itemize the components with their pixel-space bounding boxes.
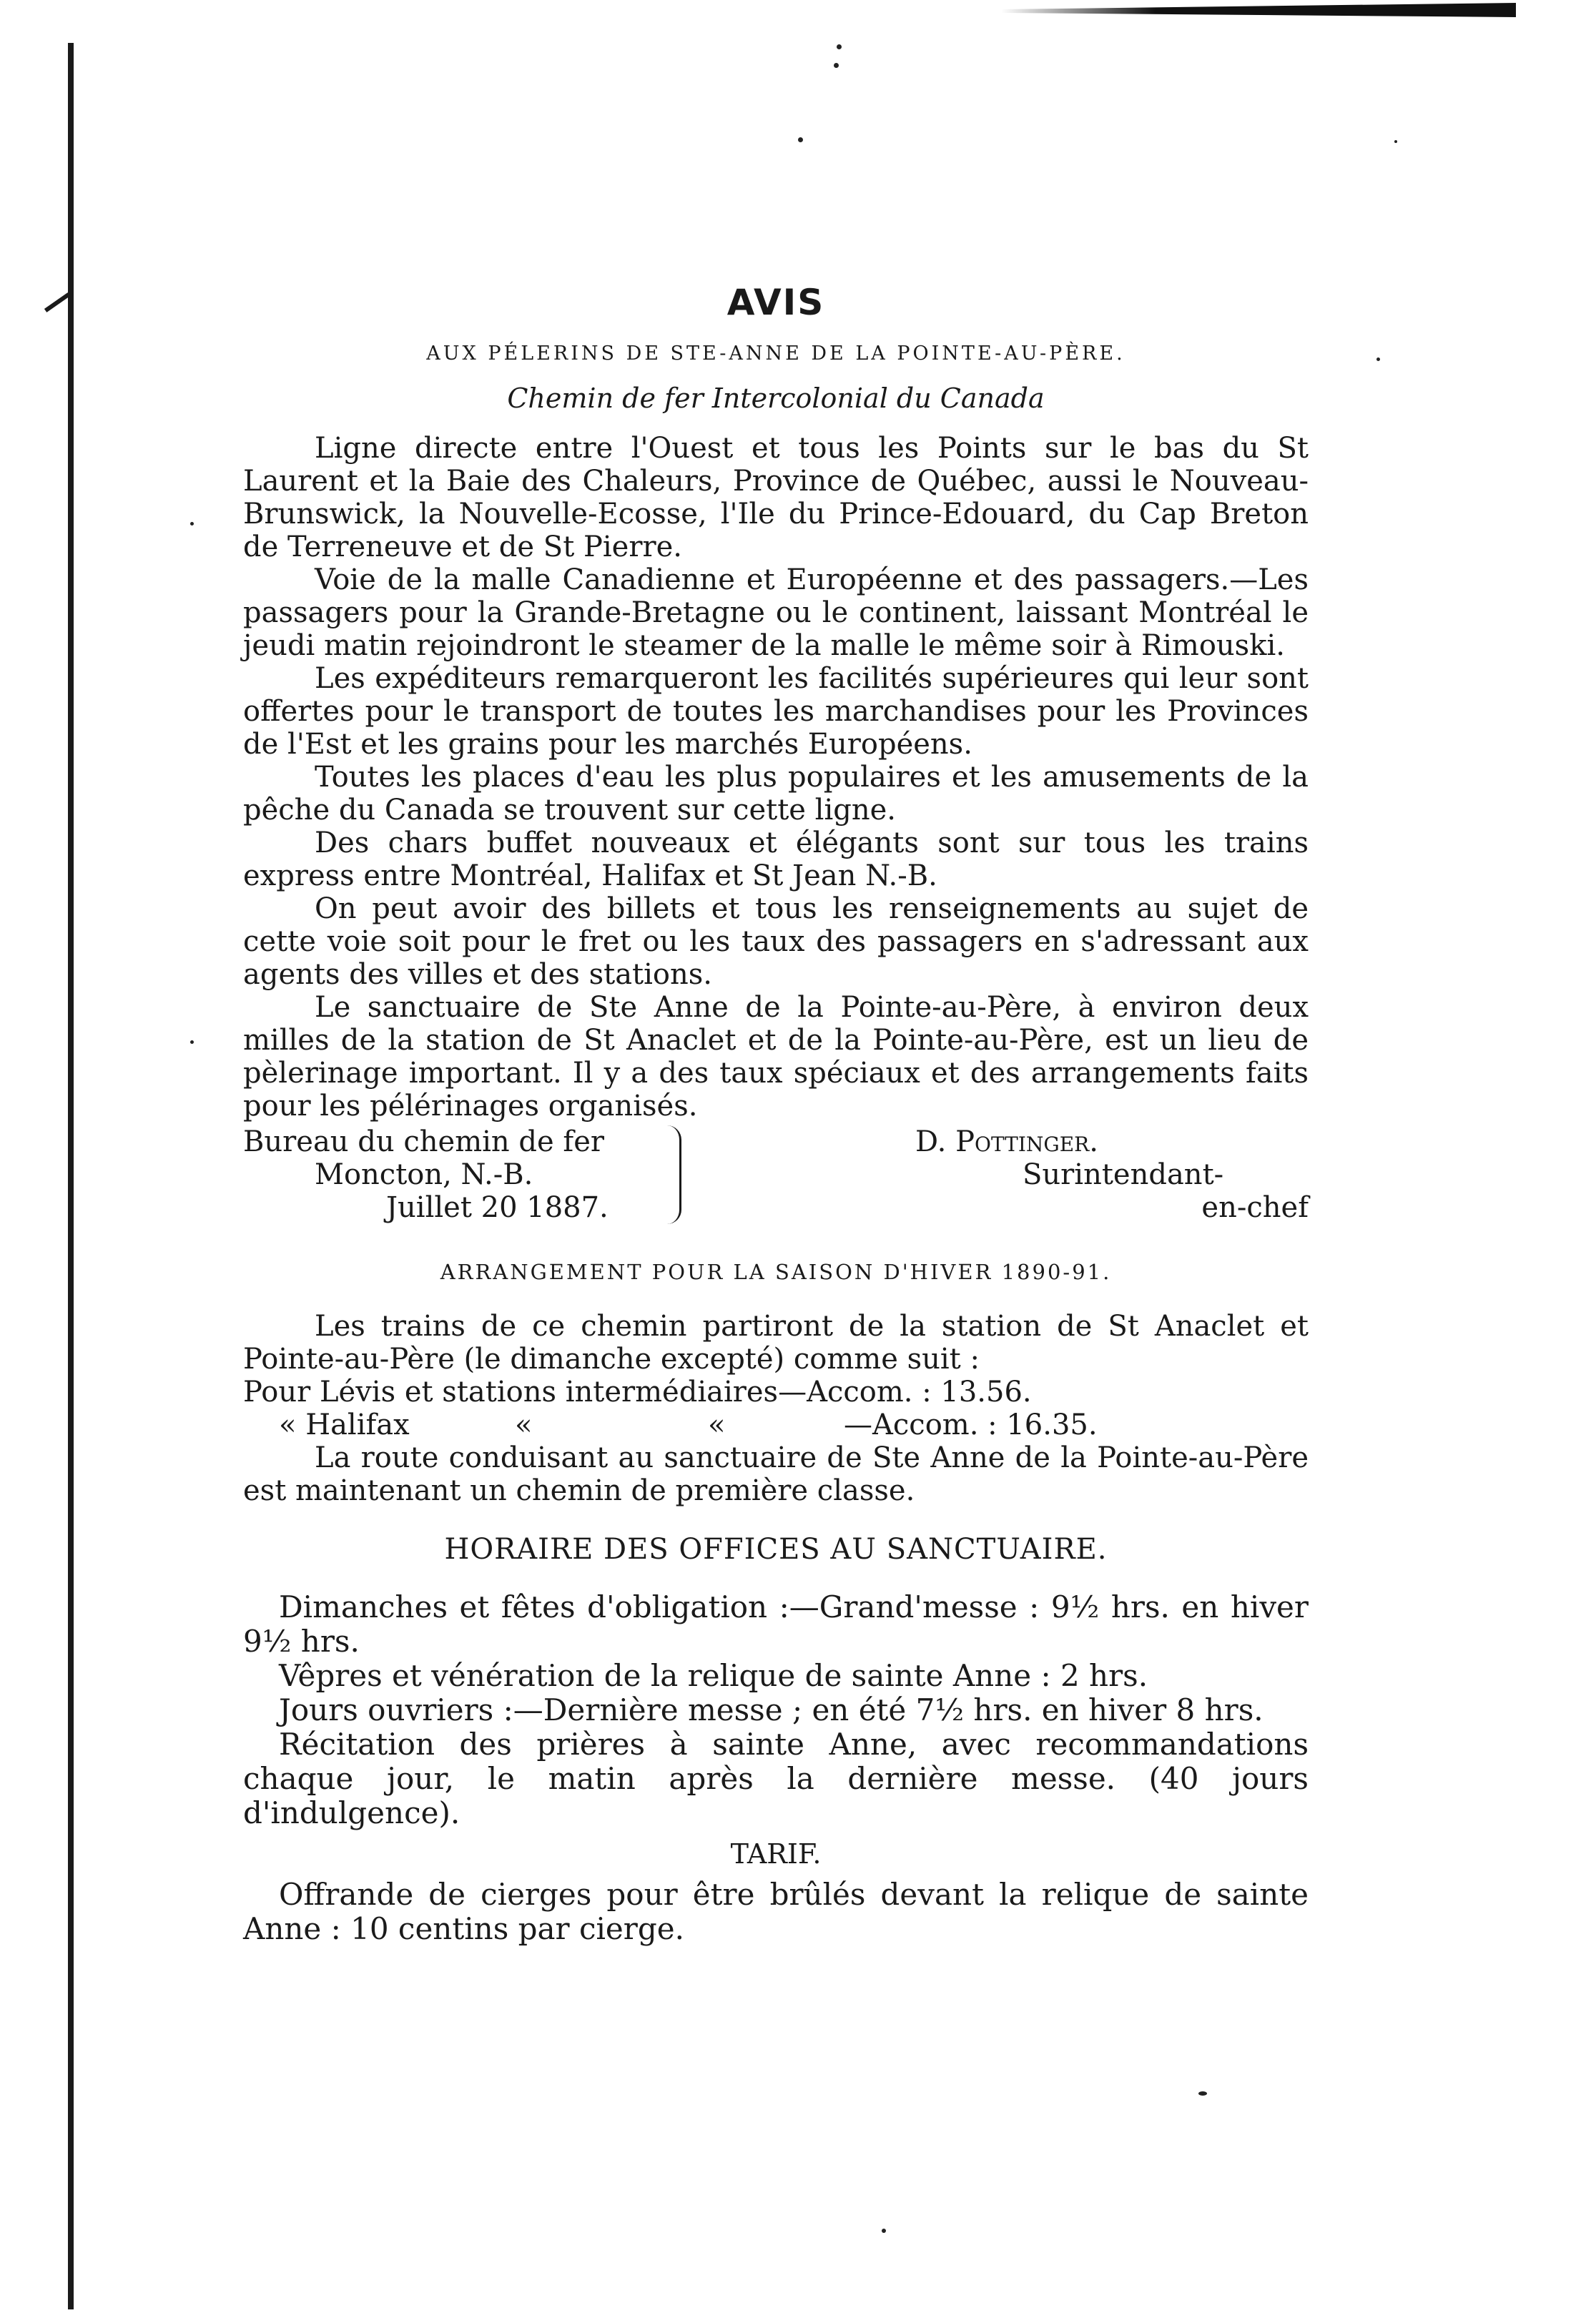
- paragraph: Ligne directe entre l'Ouest et tous les Points sur le bas du St Laurent et la Baie des Chaleurs, Province de Québec, aussi le Nouveau-Brunswick, la Nouvelle-Ecosse, l'Ile du Prince-Edouard, du Cap Breton de Terreneuve et de St Pierre.: [243, 432, 1309, 563]
- scan-speck: [190, 1040, 194, 1044]
- document-subtitle: Chemin de fer Intercolonial du Canada: [507, 383, 1045, 414]
- document-subheading: AUX PÉLERINS DE STE-ANNE DE LA POINTE-AU-PÈRE.: [426, 342, 1125, 365]
- scan-left-edge: [68, 43, 74, 2309]
- signature-address-line: Moncton, N.-B.: [315, 1158, 533, 1191]
- signature-address-line: Bureau du chemin de fer: [243, 1125, 604, 1158]
- scan-speck: [1376, 357, 1380, 361]
- paragraph: Le sanctuaire de Ste Anne de la Pointe-au-Père, à environ deux milles de la station de St Anaclet et de la Pointe-au-Père, est un lieu de pèlerinage important. Il y a des taux spéciaux et des arrangements faits pour les pélérinages organisés.: [243, 991, 1309, 1123]
- timetable-cell: —Accom. : 16.35.: [844, 1409, 1098, 1441]
- signer-name: D. Pottinger.: [915, 1125, 1098, 1158]
- signature-address: [243, 1125, 681, 1224]
- signature-signer: [908, 1125, 1309, 1224]
- timetable-cell: « Halifax: [279, 1409, 410, 1441]
- paragraph: On peut avoir des billets et tous les renseignements au sujet de cette voie soit pour le fret ou les taux des passagers en s'adressant aux agents des villes et des stations.: [243, 892, 1309, 991]
- scan-left-notch: [44, 292, 70, 312]
- signer-role-continued: en-chef: [1201, 1191, 1309, 1224]
- scan-speck: [837, 44, 842, 49]
- paragraph: Les expéditeurs remarqueront les facilités supérieures qui leur sont offertes pour le transport de toutes les marchandises pour les Provinces de l'Est et les grains pour les marchés Européens.: [243, 662, 1309, 761]
- timetable-cell: «: [708, 1409, 726, 1441]
- document-title: AVIS: [726, 282, 825, 323]
- signature-address-line: Juillet 20 1887.: [386, 1191, 609, 1224]
- signer-role: Surintendant-: [1023, 1158, 1224, 1191]
- horaire-line: Vêpres et vénération de la relique de sainte Anne : 2 hrs.: [279, 1658, 1148, 1693]
- timetable-cell: «: [515, 1409, 533, 1441]
- horaire-heading: HORAIRE DES OFFICES AU SANCTUAIRE.: [444, 1533, 1108, 1566]
- route-paragraph: La route conduisant au sanctuaire de Ste Anne de la Pointe-au-Père est maintenant un chemin de première classe.: [243, 1441, 1309, 1507]
- paragraph: Des chars buffet nouveaux et élégants sont sur tous les trains express entre Montréal, Halifax et St Jean N.-B.: [243, 827, 1309, 892]
- scan-speck: [798, 137, 803, 142]
- scan-speck: [882, 2229, 886, 2233]
- signature-block: [243, 1125, 1309, 1224]
- timetable-row-levis: Pour Lévis et stations intermédiaires—Accom. : 13.56.: [243, 1376, 1032, 1409]
- scan-speck: [1394, 140, 1397, 143]
- horaire-line: Dimanches et fêtes d'obligation :—Grand'messe : 9½ hrs. en hiver 9½ hrs.: [243, 1589, 1309, 1659]
- horaire-line: Jours ouvriers :—Dernière messe ; en été 7½ hrs. en hiver 8 hrs.: [279, 1692, 1264, 1727]
- scan-speck: [1198, 2091, 1207, 2096]
- paragraph: Toutes les places d'eau les plus populaires et les amusements de la pêche du Canada se trouvent sur cette ligne.: [243, 761, 1309, 827]
- document-page: [243, 282, 1309, 1946]
- paragraph: Voie de la malle Canadienne et Européenne et des passagers.—Les passagers pour la Grande-Bretagne ou le continent, laissant Montréal le jeudi matin rejoindront le steamer de la malle le même soir à Rimouski.: [243, 563, 1309, 662]
- scan-speck: [834, 63, 839, 68]
- scan-speck: [190, 522, 194, 526]
- tarif-text: Offrande de cierges pour être brûlés devant la relique de sainte Anne : 10 centins par cierge.: [243, 1877, 1309, 1946]
- tarif-heading: TARIF.: [730, 1838, 822, 1870]
- timetable-row-halifax: [243, 1409, 1309, 1441]
- arrangement-intro: Les trains de ce chemin partiront de la station de St Anaclet et Pointe-au-Père (le dimanche excepté) comme suit :: [243, 1310, 1309, 1376]
- horaire-line: Récitation des prières à sainte Anne, avec recommandations chaque jour, le matin après la dernière messe. (40 jours d'indulgence).: [243, 1727, 1309, 1830]
- arrangement-heading: ARRANGEMENT POUR LA SAISON D'HIVER 1890-91.: [440, 1260, 1112, 1284]
- scan-edge-bar: [1001, 3, 1516, 17]
